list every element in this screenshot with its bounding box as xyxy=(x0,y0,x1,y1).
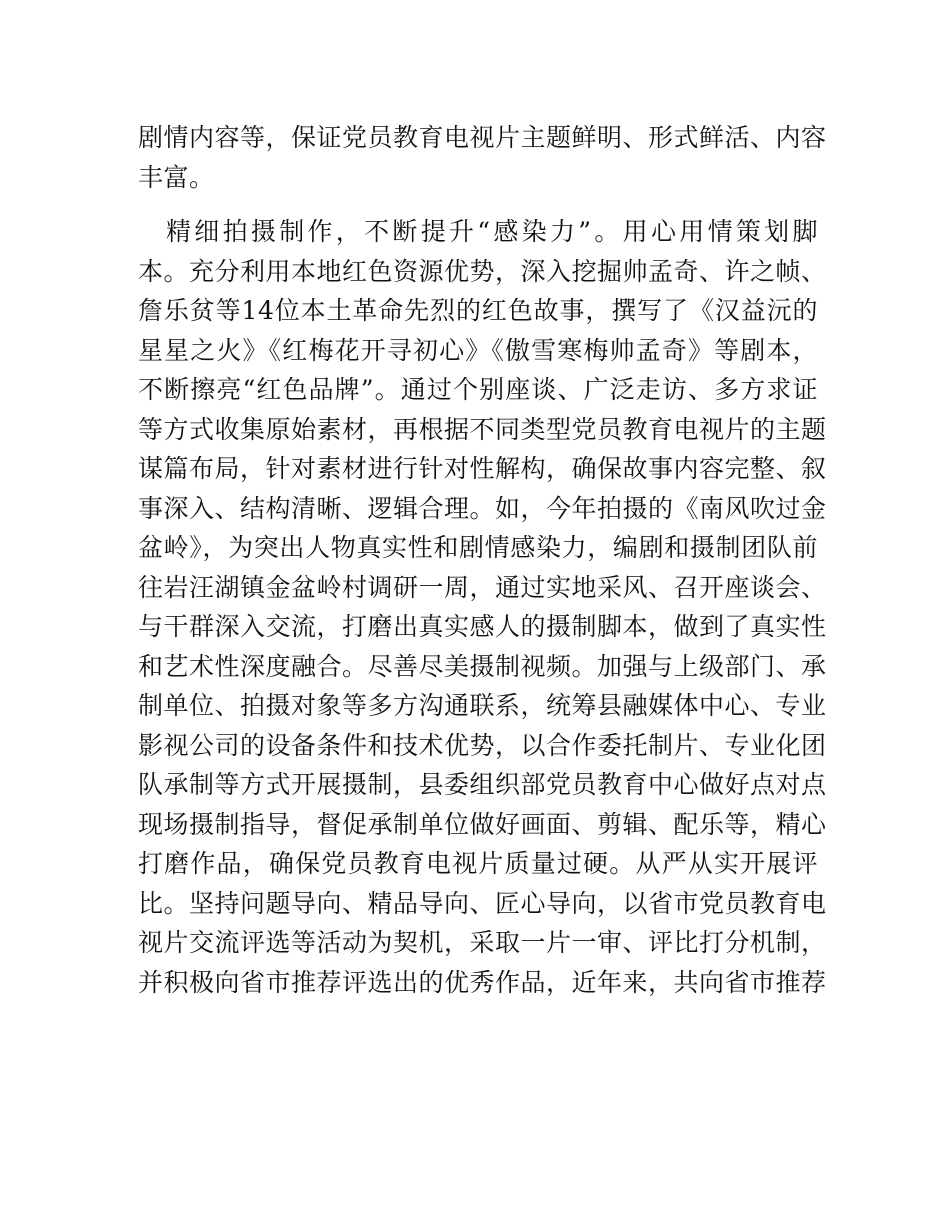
text-line: 事深入、结构清晰、逻辑合理。如，今年拍摄的《南风吹过金 xyxy=(138,493,827,523)
text-line: 视片交流评选等活动为契机，采取一片一审、评比打分机制， xyxy=(138,928,827,957)
text-line: 精细拍摄制作，不断提升“感染力”。用心用情策划脚 xyxy=(166,217,818,246)
text-line: 制单位、拍摄对象等多方沟通联系，统筹县融媒体中心、专业 xyxy=(138,691,827,720)
text-line: 与干群深入交流，打磨出真实感人的摄制脚本，做到了真实性 xyxy=(138,612,827,641)
text-line: 盆岭》，为突出人物真实性和剧情感染力，编剧和摄制团队前 xyxy=(138,533,818,562)
text-line: 往岩汪湖镇金盆岭村调研一周，通过实地采风、召开座谈会、 xyxy=(138,572,827,602)
text-line: 和艺术性深度融合。尽善尽美摄制视频。加强与上级部门、承 xyxy=(138,651,827,681)
text-line: 星星之火》《红梅花开寻初心》《傲雪寒梅帅孟奇》等剧本， xyxy=(138,335,818,365)
text-line: 剧情内容等，保证党员教育电视片主题鲜明、形式鲜活、内容 xyxy=(138,123,827,152)
text-line: 比。坚持问题导向、精品导向、匠心导向，以省市党员教育电 xyxy=(138,888,827,918)
paragraph-production xyxy=(138,212,827,1002)
text-line: 谋篇布局，针对素材进行针对性解构，确保故事内容完整、叙 xyxy=(138,454,827,483)
text-line: 队承制等方式开展摄制，县委组织部党员教育中心做好点对点 xyxy=(138,770,827,799)
text-line: 现场摄制指导，督促承制单位做好画面、剪辑、配乐等，精心 xyxy=(138,809,827,839)
text-line: 詹乐贫等14位本土革命先烈的红色故事，撰写了《汉益沅的 xyxy=(138,296,818,325)
text-line: 并积极向省市推荐评选出的优秀作品，近年来，共向省市推荐 xyxy=(138,967,827,997)
text-line: 等方式收集原始素材，再根据不同类型党员教育电视片的主题 xyxy=(138,414,827,444)
text-line: 不断擦亮“红色品牌”。通过个别座谈、广泛走访、多方求证 xyxy=(138,375,818,404)
text-line: 影视公司的设备条件和技术优势，以合作委托制片、专业化团 xyxy=(138,730,827,760)
text-line: 本。充分利用本地红色资源优势，深入挖掘帅孟奇、许之帧、 xyxy=(138,256,827,286)
text-line: 打磨作品，确保党员教育电视片质量过硬。从严从实开展评 xyxy=(138,849,818,878)
text-line: 丰富。 xyxy=(138,162,215,192)
paragraph-continuation xyxy=(138,118,827,197)
